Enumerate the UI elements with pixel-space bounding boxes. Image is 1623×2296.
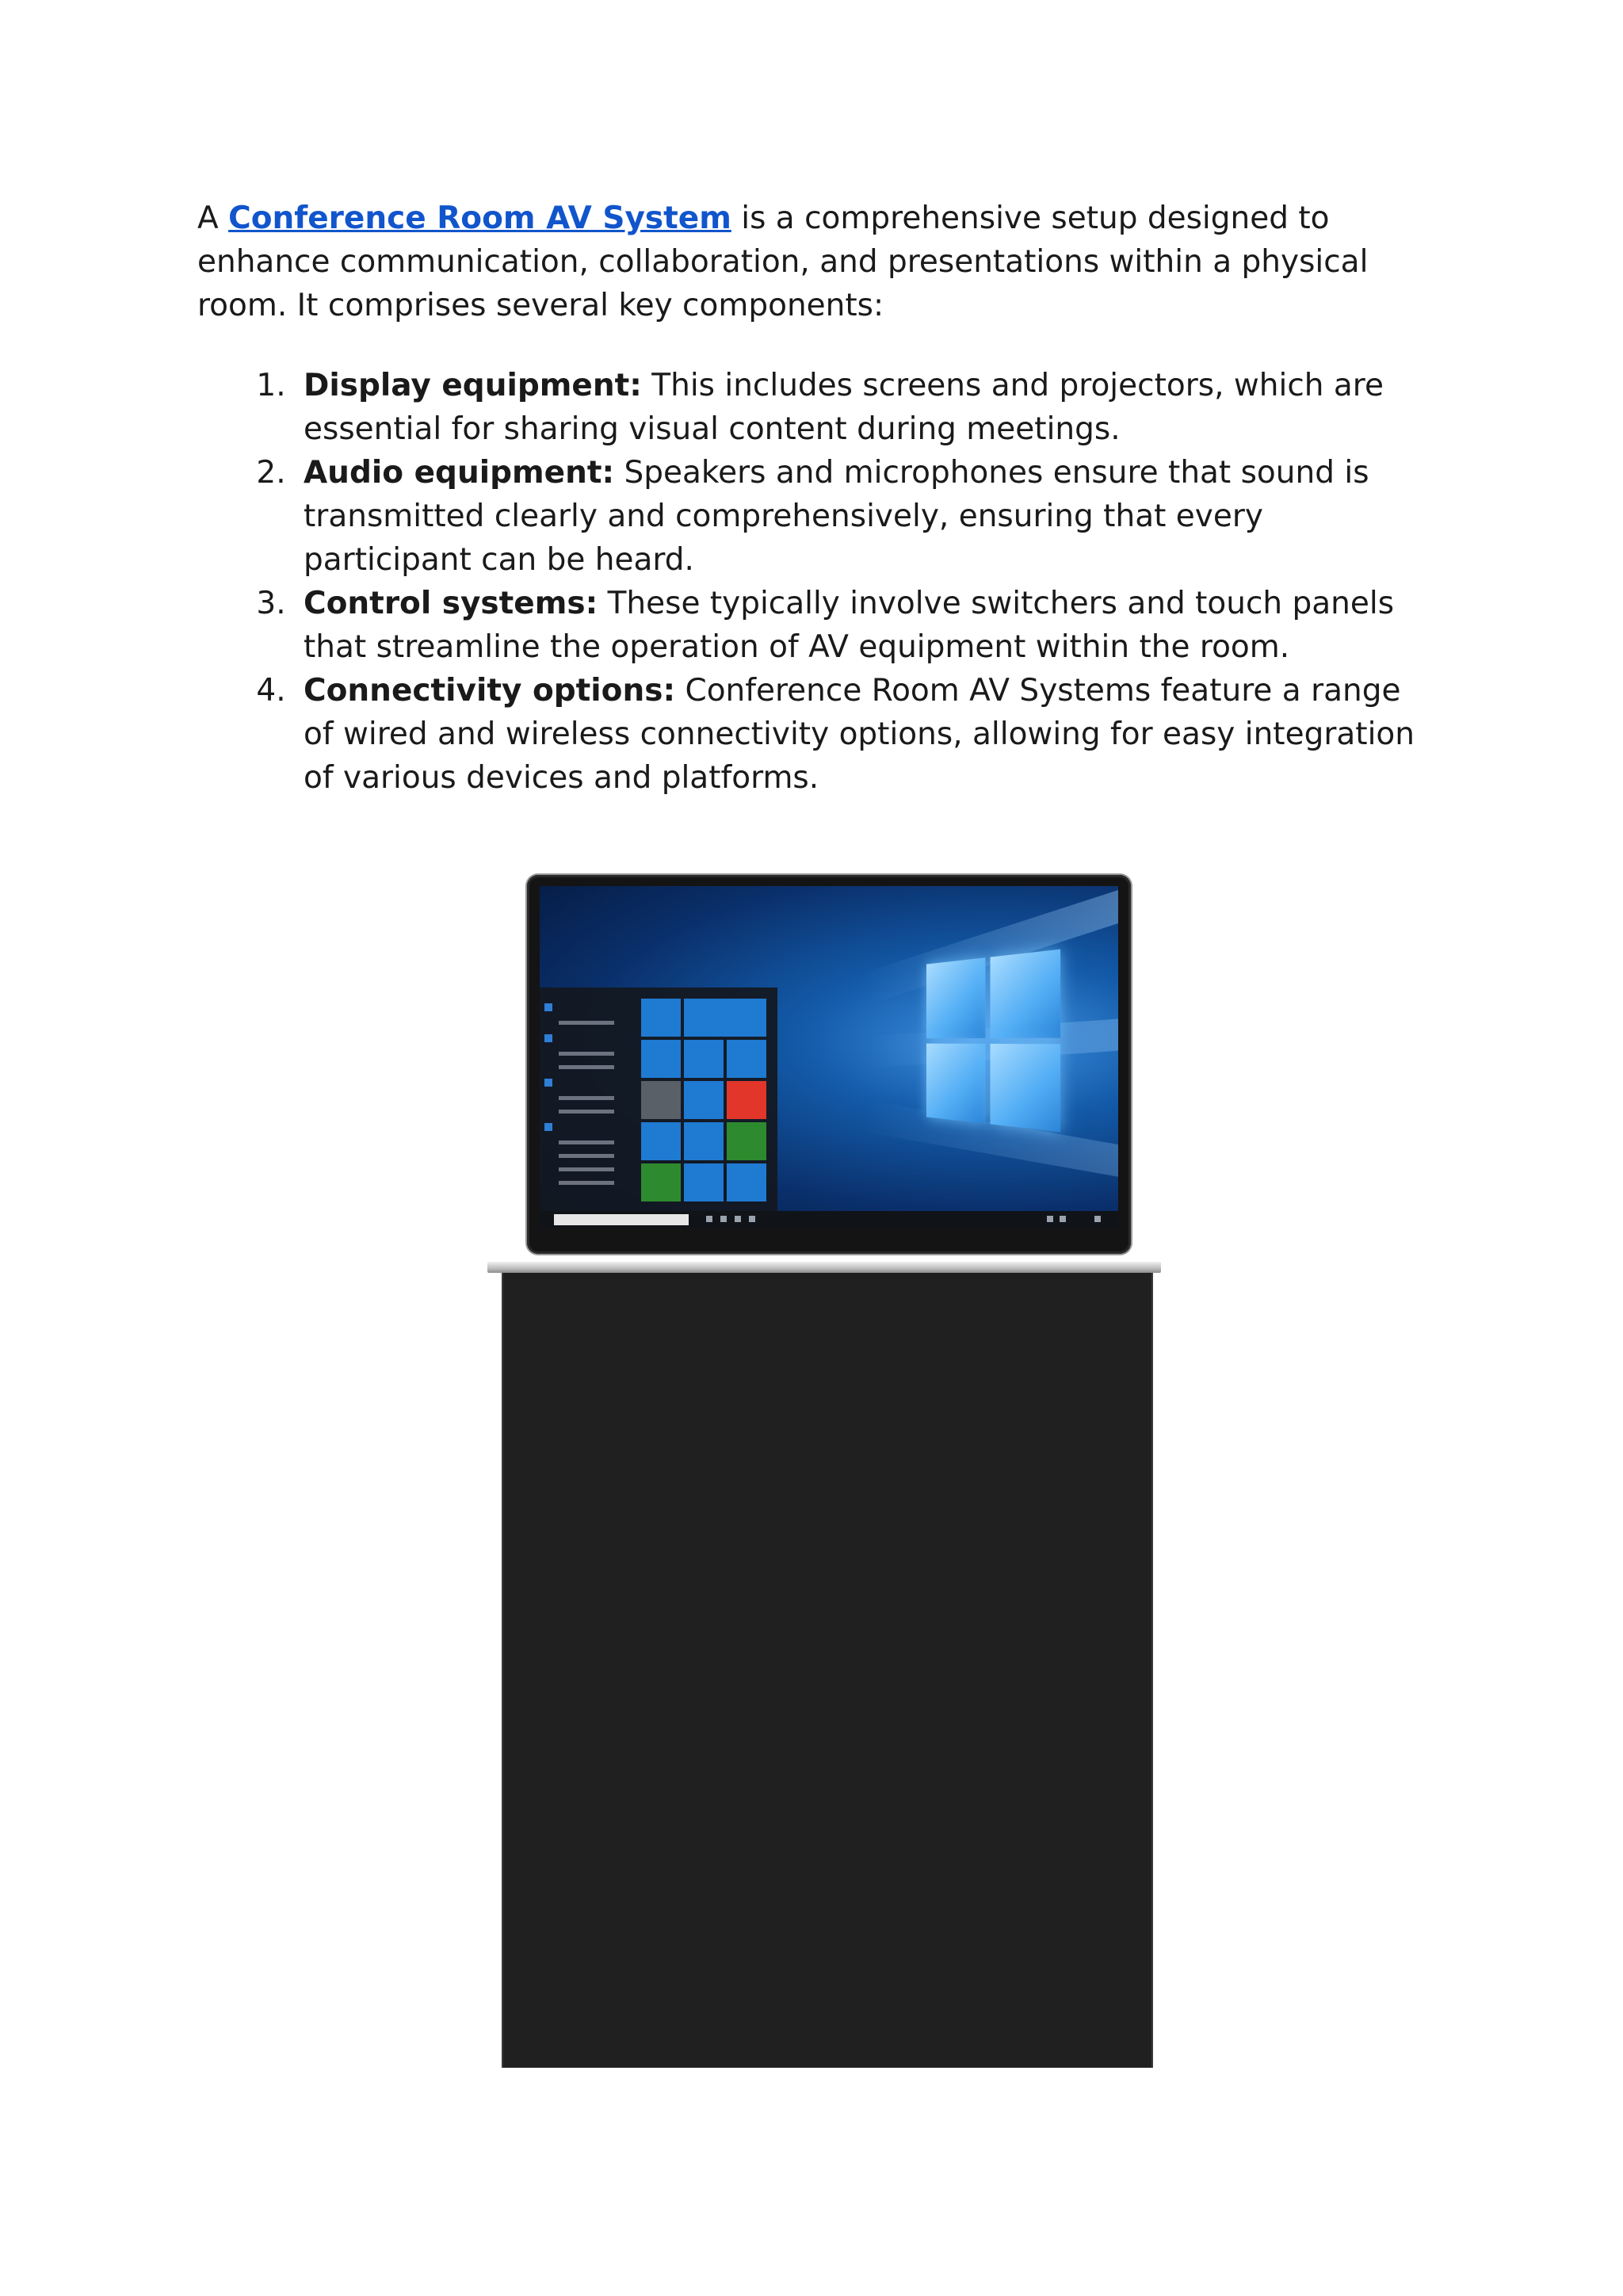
store-icon [749, 1216, 755, 1222]
intro-paragraph [197, 197, 1434, 327]
network-icon [1047, 1216, 1053, 1222]
list-item-title: Audio equipment: [304, 455, 615, 491]
windows-logo-icon [926, 949, 1060, 1133]
start-menu-tiles [641, 999, 773, 1201]
components-list [197, 364, 1434, 800]
monitor-lift-product-image [487, 875, 1161, 2072]
edge-icon [720, 1216, 727, 1222]
list-item-title: Control systems: [304, 586, 598, 621]
list-item [296, 364, 1434, 451]
document-body [197, 197, 1434, 800]
taskbar [540, 1211, 1118, 1228]
taskbar-search-box [554, 1214, 689, 1225]
list-item-text: Speakers and microphones ensure that sound is transmitted clearly and comprehensively, ensuring that every participant can be heard. [304, 455, 1369, 578]
list-item [296, 451, 1434, 582]
monitor-frame [527, 875, 1131, 1254]
clock-icon [1094, 1216, 1101, 1222]
lift-lid [487, 1262, 1161, 1273]
monitor-screen [540, 886, 1118, 1228]
lift-cabinet [502, 1273, 1153, 2068]
start-menu-app-list [544, 994, 632, 1185]
task-view-icon [706, 1216, 712, 1222]
conference-room-av-system-link[interactable]: Conference Room AV System [228, 201, 731, 236]
explorer-icon [735, 1216, 741, 1222]
start-menu [540, 988, 777, 1213]
list-item [296, 582, 1434, 669]
list-item-title: Display equipment: [304, 368, 642, 403]
intro-suffix: is a comprehensive setup designed to enhance communication, collaboration, and presentations within a physical room. It comprises several key components: [197, 201, 1369, 323]
volume-icon [1060, 1216, 1066, 1222]
list-item-text: This includes screens and projectors, which are essential for sharing visual content during meetings. [304, 368, 1384, 447]
list-item-text: These typically involve switchers and touch panels that streamline the operation of AV equipment within the room. [304, 586, 1395, 665]
intro-prefix: A [197, 201, 229, 236]
list-item-text: Conference Room AV Systems feature a range of wired and wireless connectivity options, allowing for easy integration of various devices and platforms. [304, 673, 1415, 796]
list-item-title: Connectivity options: [304, 673, 676, 709]
list-item [296, 669, 1434, 800]
